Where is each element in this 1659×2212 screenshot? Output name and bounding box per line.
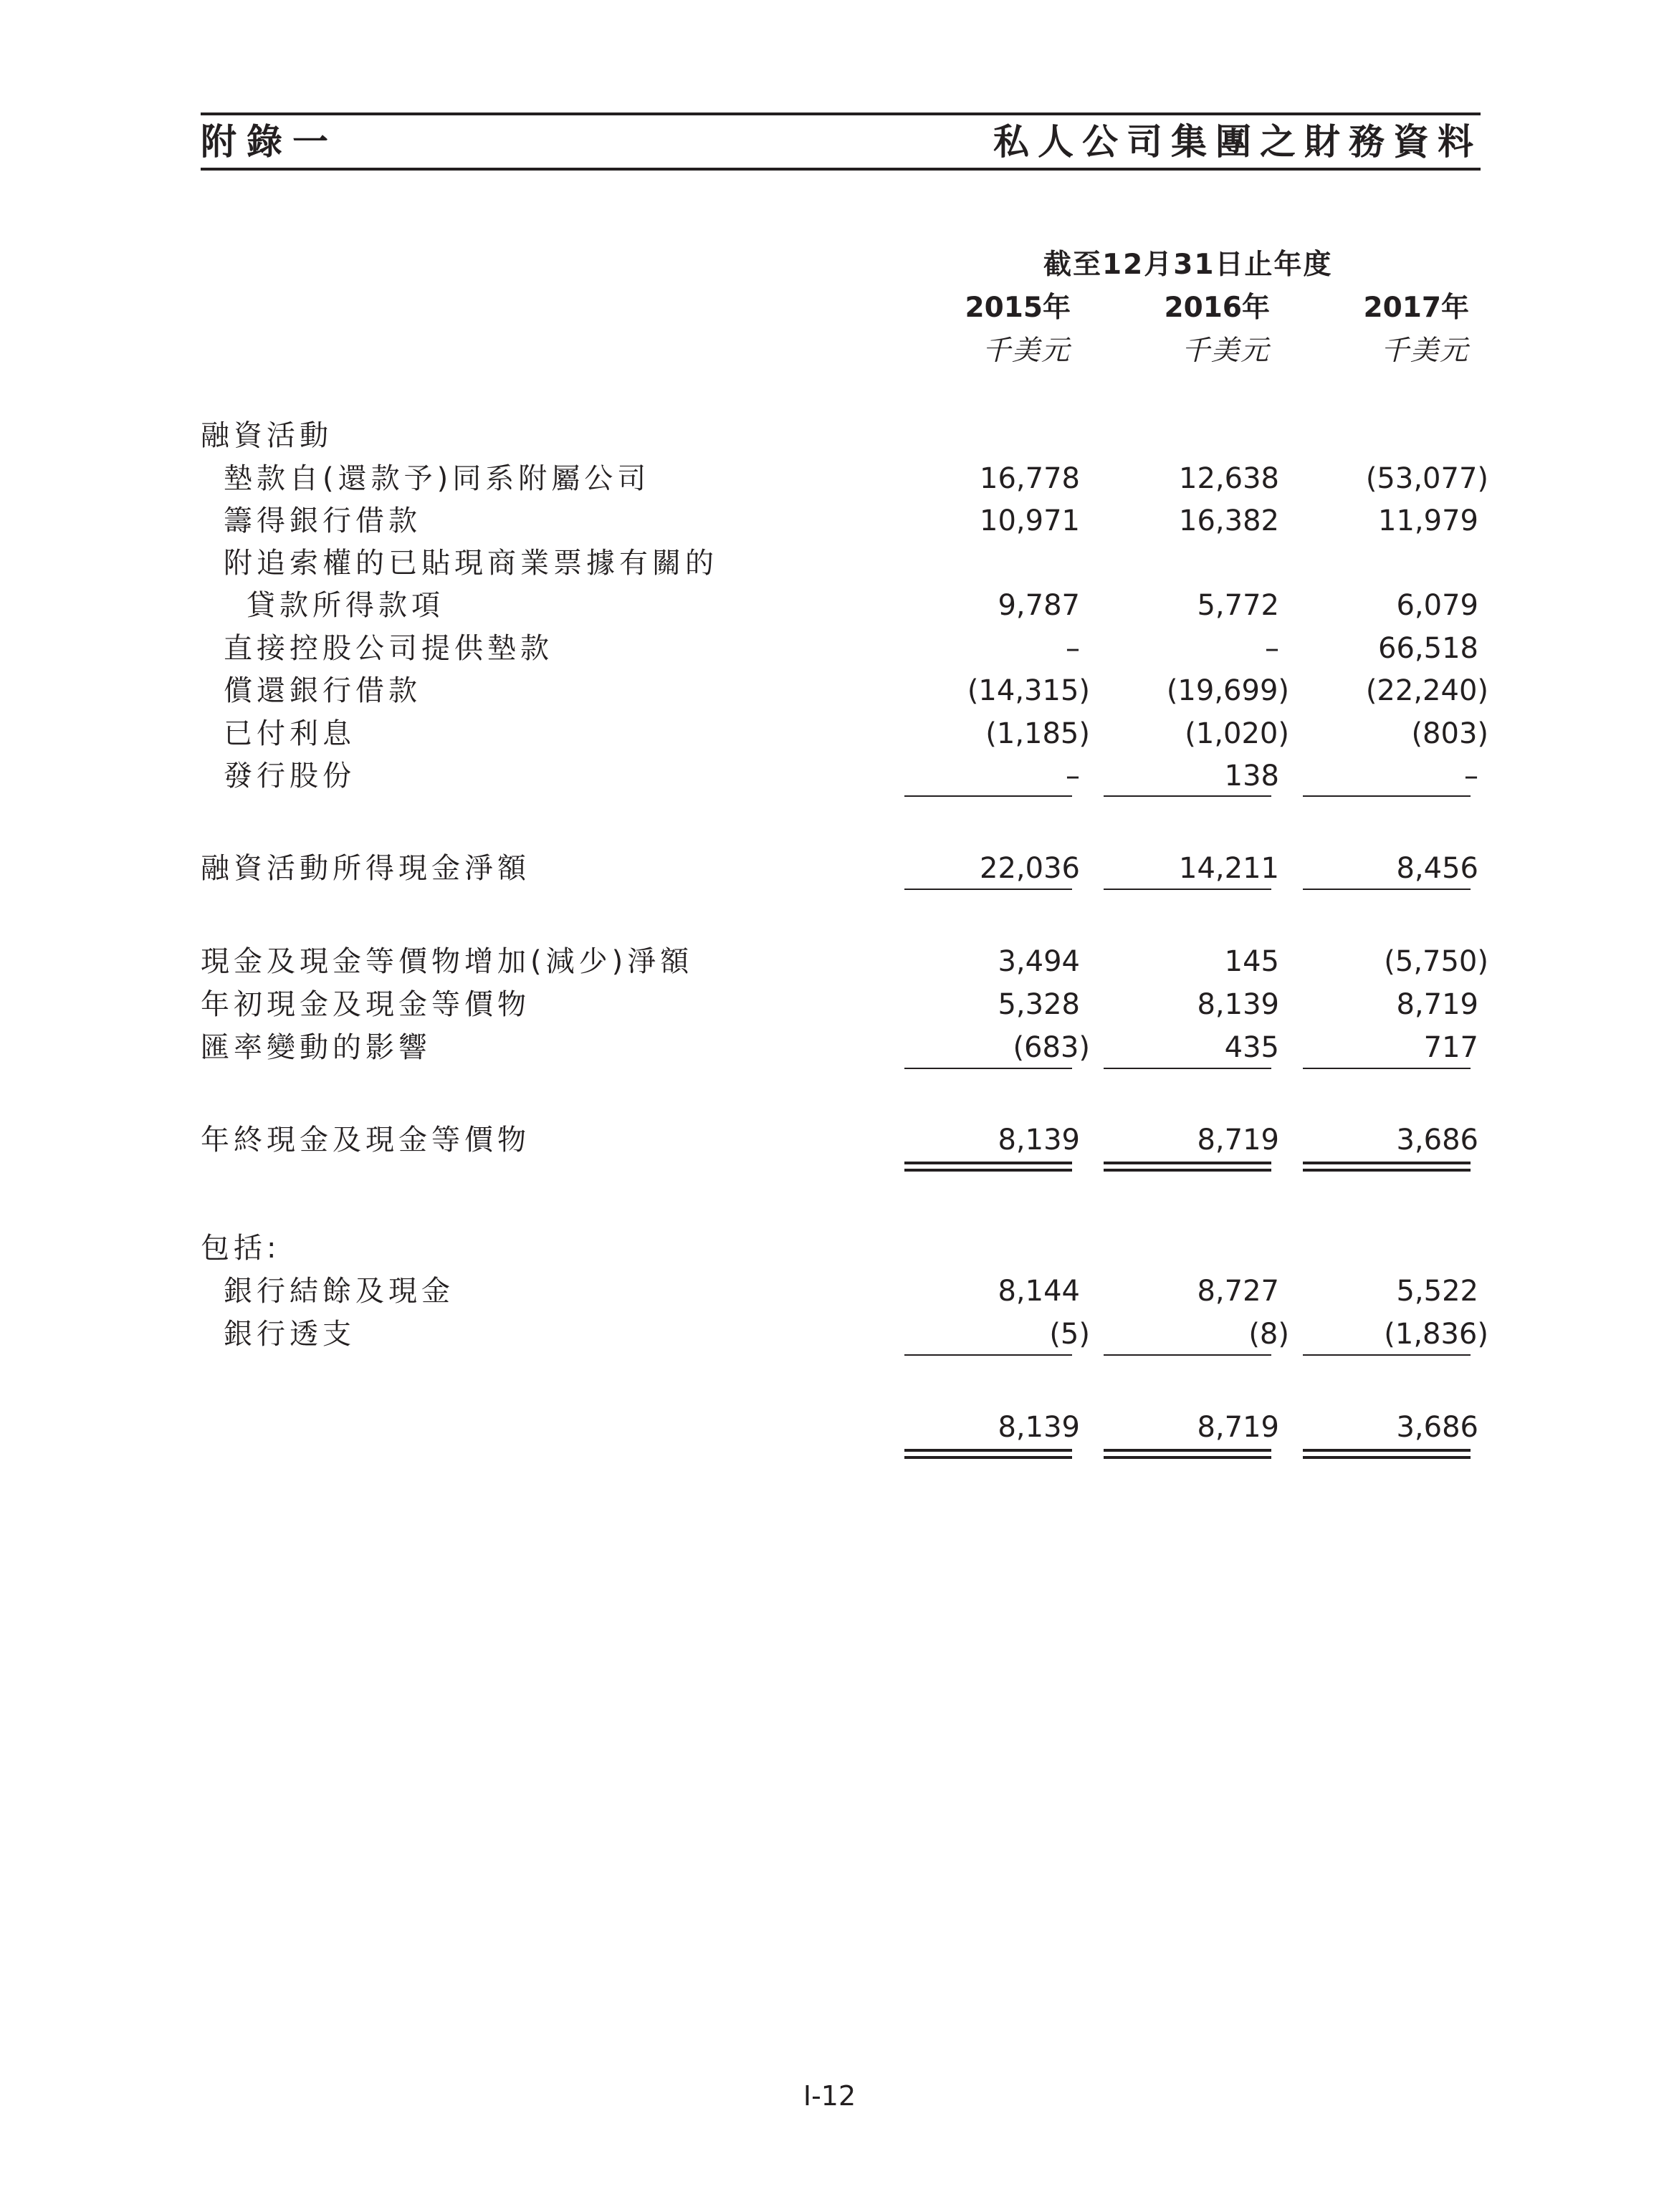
cell-2016: 8,719 (1197, 1124, 1279, 1157)
cell-2016: 12,638 (1179, 462, 1279, 495)
cell-2015: 22,036 (980, 852, 1080, 885)
total-double-rule (904, 1456, 1072, 1459)
row-label: 銀行結餘及現金 (224, 1275, 454, 1308)
total-double-rule (904, 1449, 1072, 1452)
year-heading-2016: 2016年 (1164, 292, 1270, 324)
table-row (0, 847, 1659, 890)
subtotal-rule (1104, 795, 1271, 797)
cell-2017: 3,686 (1396, 1124, 1478, 1157)
cell-2017: 5,522 (1396, 1275, 1478, 1308)
total-double-rule (1303, 1449, 1471, 1452)
table-row (0, 712, 1659, 755)
subtotal-rule (1303, 889, 1471, 890)
appendix-title: 附錄一 (201, 121, 338, 163)
cell-2017: 3,686 (1396, 1411, 1478, 1444)
subtotal-rule (1303, 1068, 1471, 1069)
cell-2015: 8,139 (998, 1124, 1080, 1157)
cell-2015: 10,971 (980, 504, 1080, 537)
subtotal-rule (1104, 1354, 1271, 1356)
cell-2015: (683) (1013, 1031, 1090, 1064)
cell-2017: (5,750) (1384, 945, 1488, 978)
cell-2016: 8,139 (1197, 988, 1279, 1021)
table-row (0, 1270, 1659, 1313)
cell-2017: (803) (1411, 717, 1488, 750)
subtotal-rule (1104, 889, 1271, 890)
unit-heading-2015: 千美元 (982, 335, 1071, 367)
table-row (0, 499, 1659, 542)
table-row (0, 940, 1659, 983)
cell-2017: 11,979 (1378, 504, 1478, 537)
row-label: 直接控股公司提供墊款 (224, 632, 553, 665)
cell-2016: 16,382 (1179, 504, 1279, 537)
subtotal-rule (904, 889, 1072, 890)
total-double-rule (1303, 1456, 1471, 1459)
cell-2015: 5,328 (998, 988, 1080, 1021)
table-row (0, 669, 1659, 712)
cell-2017: (22,240) (1365, 674, 1488, 707)
subtotal-rule (904, 1354, 1072, 1356)
cell-2017: 66,518 (1378, 632, 1478, 665)
table-row (0, 1313, 1659, 1356)
cell-2016: 5,772 (1197, 589, 1279, 622)
table-row (0, 1026, 1659, 1069)
row-label: 包括: (201, 1232, 281, 1265)
cell-2016: 14,211 (1179, 852, 1279, 885)
cell-2017: (1,836) (1384, 1318, 1488, 1351)
cell-2016: (19,699) (1166, 674, 1289, 707)
cell-2017: 8,719 (1396, 988, 1478, 1021)
row-label: 年初現金及現金等價物 (201, 988, 530, 1021)
row-label: 償還銀行借款 (224, 674, 421, 707)
cell-2017: 8,456 (1396, 852, 1478, 885)
table-row (0, 457, 1659, 500)
cell-2015: (14,315) (967, 674, 1090, 707)
cell-2015: 9,787 (998, 589, 1080, 622)
subtotal-rule (904, 1068, 1072, 1069)
cell-2016: 8,719 (1197, 1411, 1279, 1444)
table-row (0, 542, 1659, 585)
table-row (0, 1119, 1659, 1162)
section-title: 私人公司集團之財務資料 (993, 121, 1482, 163)
cell-2016: (8) (1248, 1318, 1289, 1351)
subtotal-rule (1303, 1354, 1471, 1356)
total-double-rule (904, 1162, 1072, 1164)
cell-2016: 138 (1224, 760, 1279, 793)
period-heading: 截至12月31日止年度 (1043, 249, 1333, 281)
table-row (0, 627, 1659, 670)
total-double-rule (1303, 1162, 1471, 1164)
cell-2015: 16,778 (980, 462, 1080, 495)
row-label: 現金及現金等價物增加(減少)淨額 (201, 945, 694, 978)
year-heading-2015: 2015年 (965, 292, 1071, 324)
cell-2017: (53,077) (1365, 462, 1488, 495)
total-double-rule (904, 1169, 1072, 1172)
total-double-rule (1104, 1162, 1271, 1164)
cell-2016: – (1265, 632, 1279, 665)
table-row (0, 414, 1659, 457)
cell-2016: 8,727 (1197, 1275, 1279, 1308)
row-label: 融資活動所得現金淨額 (201, 852, 530, 885)
table-row (0, 755, 1659, 798)
cell-2017: 717 (1423, 1031, 1478, 1064)
subtotal-rule (1303, 795, 1471, 797)
cell-2015: (1,185) (985, 717, 1090, 750)
row-label: 籌得銀行借款 (224, 504, 421, 537)
cell-2016: (1,020) (1185, 717, 1289, 750)
header-top-rule (201, 112, 1481, 115)
header-bottom-rule (201, 168, 1481, 171)
unit-heading-2017: 千美元 (1380, 335, 1469, 367)
cell-2016: 145 (1224, 945, 1279, 978)
unit-heading-2016: 千美元 (1181, 335, 1270, 367)
total-double-rule (1104, 1449, 1271, 1452)
cell-2015: 8,144 (998, 1275, 1080, 1308)
row-label: 墊款自(還款予)同系附屬公司 (224, 462, 651, 495)
cell-2017: – (1464, 760, 1478, 793)
cell-2015: 8,139 (998, 1411, 1080, 1444)
total-double-rule (1303, 1169, 1471, 1172)
row-label: 附追索權的已貼現商業票據有關的 (224, 547, 718, 580)
row-label: 融資活動 (201, 419, 333, 452)
row-label: 銀行透支 (224, 1318, 355, 1351)
row-label: 貸款所得款項 (247, 589, 444, 622)
subtotal-rule (904, 795, 1072, 797)
cell-2015: (5) (1049, 1318, 1090, 1351)
cell-2016: 435 (1224, 1031, 1279, 1064)
cell-2017: 6,079 (1396, 589, 1478, 622)
row-label: 匯率變動的影響 (201, 1031, 431, 1064)
total-double-rule (1104, 1456, 1271, 1459)
cell-2015: – (1066, 760, 1080, 793)
cell-2015: 3,494 (998, 945, 1080, 978)
cell-2015: – (1066, 632, 1080, 665)
row-label: 發行股份 (224, 760, 355, 793)
row-label: 已付利息 (224, 717, 355, 750)
subtotal-rule (1104, 1068, 1271, 1069)
table-row (0, 1406, 1659, 1449)
table-row (0, 584, 1659, 627)
table-row (0, 1227, 1659, 1270)
row-label: 年終現金及現金等價物 (201, 1124, 530, 1157)
total-double-rule (1104, 1169, 1271, 1172)
page-number: I-12 (803, 2080, 856, 2112)
table-row (0, 983, 1659, 1026)
year-heading-2017: 2017年 (1363, 292, 1469, 324)
